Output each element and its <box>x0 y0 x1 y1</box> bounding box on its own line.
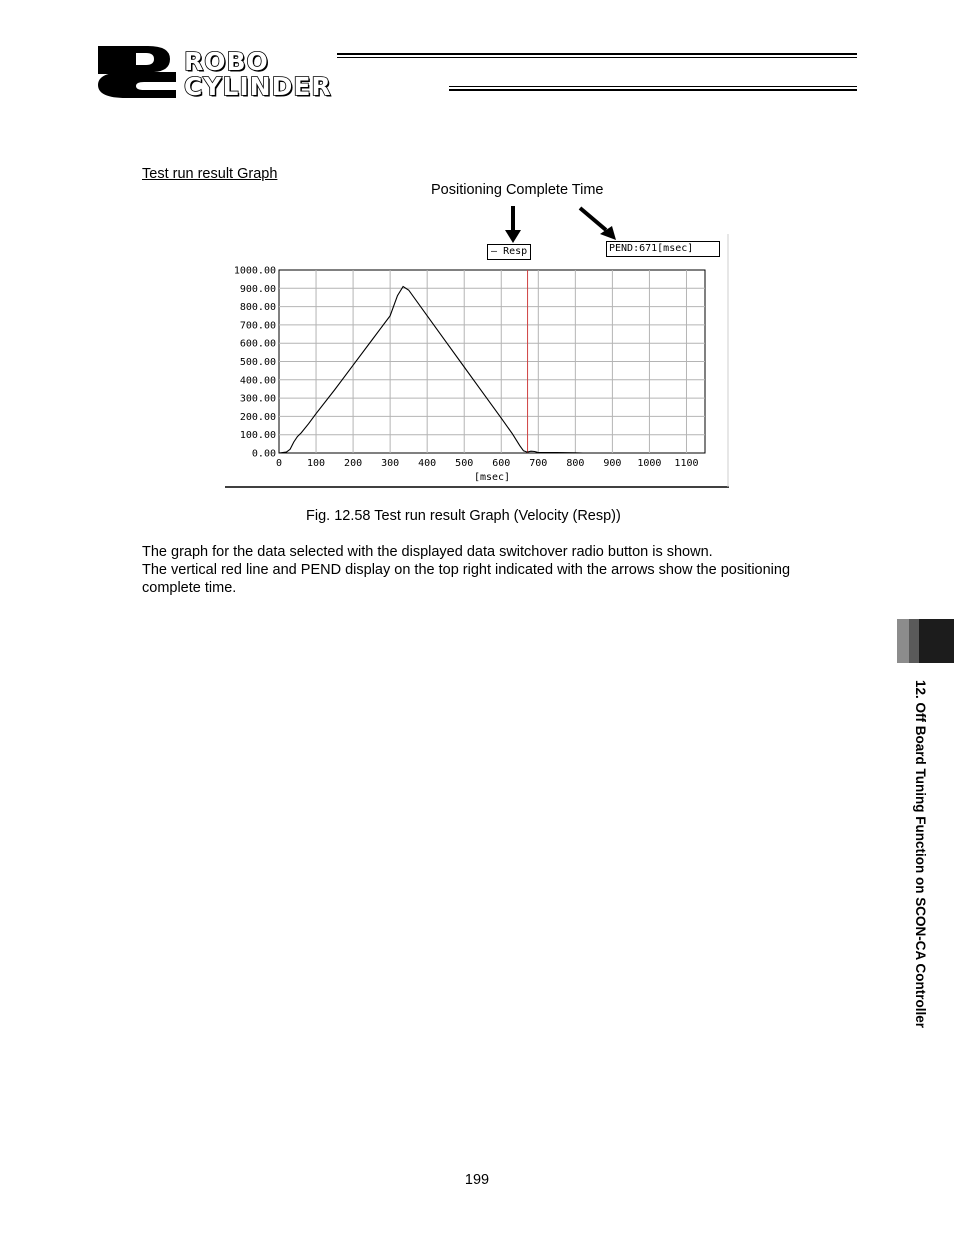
brand-line-1: ROBO <box>184 47 269 76</box>
legend-label: Resp <box>503 246 528 257</box>
y-tick-label: 200.00 <box>239 411 276 423</box>
x-tick-label: 500 <box>455 458 474 469</box>
header-rule-top-thin <box>337 57 857 58</box>
header-rule-bottom-thin <box>449 86 857 87</box>
legend-line-icon: — <box>491 246 498 257</box>
body-line-1: The graph for the data selected with the displayed data switchover radio button is shown. <box>142 544 713 560</box>
y-tick-label: 800.00 <box>239 302 276 314</box>
section-heading: Test run result Graph <box>142 166 278 182</box>
body-line-2: The vertical red line and PEND display on the top right indicated with the arrows show the positioning <box>142 562 791 578</box>
pend-display: PEND:671[msec] <box>606 241 720 257</box>
y-tick-label: 900.00 <box>239 283 276 295</box>
velocity-chart <box>225 234 729 488</box>
y-tick-label: 400.00 <box>239 375 276 387</box>
rc-logo-icon <box>96 44 178 100</box>
header-rule-bottom <box>449 89 857 91</box>
y-tick-label: 1000.00 <box>233 265 276 277</box>
x-tick-label: 800 <box>566 458 585 469</box>
x-tick-label: 600 <box>492 458 511 469</box>
y-tick-label: 0.00 <box>251 448 276 460</box>
x-tick-label: 900 <box>603 458 622 469</box>
x-tick-label: 0 <box>275 458 283 469</box>
y-tick-label: 300.00 <box>239 393 276 405</box>
y-tick-label: 100.00 <box>239 430 276 442</box>
x-tick-label: 200 <box>344 458 363 469</box>
x-tick-label: 700 <box>529 458 548 469</box>
y-tick-label: 700.00 <box>239 320 276 332</box>
brand-line-2: CYLINDER <box>184 72 332 101</box>
x-tick-label: 100 <box>307 458 326 469</box>
x-tick-label: 1100 <box>674 458 699 469</box>
x-tick-label: 400 <box>418 458 437 469</box>
header-rule-top <box>337 53 857 55</box>
body-line-3: complete time. <box>142 580 237 596</box>
page-number: 199 <box>464 1172 490 1188</box>
chapter-tab-light <box>897 619 909 663</box>
chapter-tab-dark <box>919 619 954 663</box>
legend-resp <box>487 244 531 260</box>
chapter-tab-mid <box>909 619 919 663</box>
chart-canvas <box>225 234 729 488</box>
x-tick-label: 1000 <box>637 458 662 469</box>
annotation-label: Positioning Complete Time <box>431 182 604 198</box>
y-tick-label: 600.00 <box>239 338 276 350</box>
figure-caption: Fig. 12.58 Test run result Graph (Velocity (Resp)) <box>306 508 621 524</box>
chapter-side-label: 12. Off Board Tuning Function on SCON-CA Controller <box>913 680 928 1028</box>
y-tick-label: 500.00 <box>239 357 276 368</box>
x-axis-label: [msec] <box>473 472 511 483</box>
robo-cylinder-logo <box>96 44 178 105</box>
x-tick-label: 300 <box>381 458 400 469</box>
